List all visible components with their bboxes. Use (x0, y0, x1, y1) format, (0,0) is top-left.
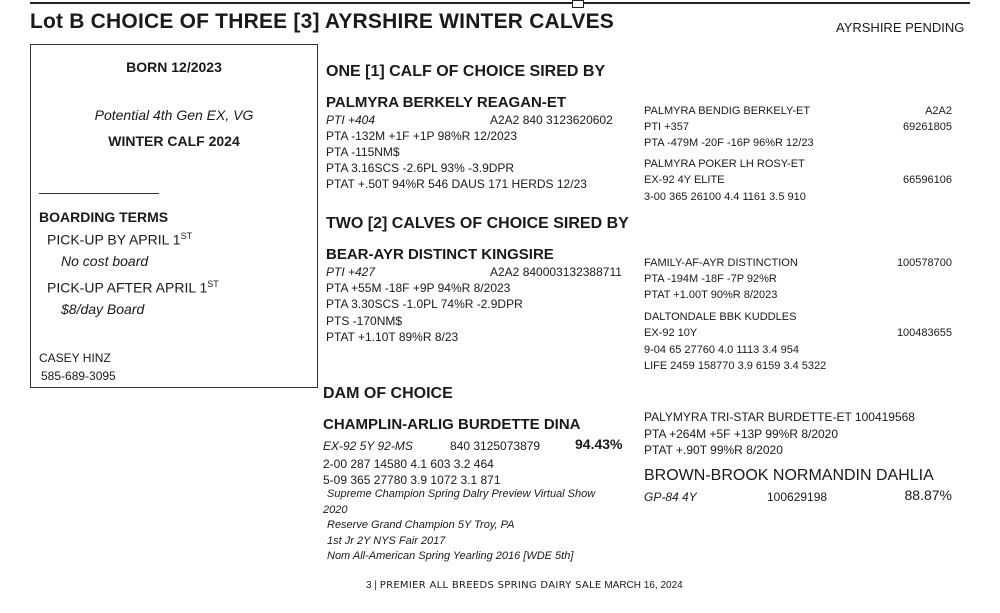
pickup-before-text: PICK-UP BY APRIL 1 (47, 231, 181, 248)
dam-class: EX-92 5Y 92-MS (323, 439, 413, 453)
paternal-sire-pta: PTA -479M -20F -16P 96%R 12/23 (644, 137, 814, 149)
sire-one-stat: PTA -132M +1F +1P 98%R 12/2023 (326, 129, 518, 143)
paternal-dam-class: EX-92 4Y ELITE (644, 174, 725, 186)
paternal-sire-name: PALMYRA BENDIG BERKELY-ET (644, 105, 811, 117)
top-rule-marker (572, 0, 584, 8)
sire-one-stat: PTAT +.50T 94%R 546 DAUS 171 HERDS 12/23 (326, 177, 587, 191)
dam-award: Reserve Grand Champion 5Y Troy, PA (327, 519, 515, 531)
dam-percent: 94.43% (575, 436, 623, 452)
granddam-reg: 100629198 (767, 490, 828, 504)
granddam-name: BROWN-BROOK NORMANDIN DAHLIA (644, 467, 934, 484)
paternal-dam-reg: 66596106 (903, 174, 952, 186)
sire-one-stat: PTA -115NM$ (326, 145, 400, 159)
paternal-dam-record: 3-00 365 26100 4.4 1161 3.5 910 (644, 191, 806, 203)
paternal-sire-name: FAMILY-AF-AYR DISTINCTION (644, 257, 798, 269)
class-label: WINTER CALF 2024 (108, 133, 240, 149)
pickup-after-text: PICK-UP AFTER APRIL 1 (47, 279, 208, 296)
dam-record: 2-00 287 14580 4.1 603 3.2 464 (323, 457, 494, 471)
page-footer (366, 580, 683, 591)
dam-sire-ptat: PTAT +.90T 99%R 8/2020 (644, 443, 783, 457)
section-one-heading: ONE [1] CALF OF CHOICE SIRED BY (326, 63, 606, 80)
paternal-dam-class: EX-92 10Y (644, 327, 698, 339)
sale-name: PREMIER ALL BREEDS SPRING DAIRY SALE (379, 580, 602, 591)
lot-info-box (30, 44, 318, 388)
sire-two-reg: A2A2 840003132388711 (490, 265, 622, 279)
contact-phone: 585-689-3095 (41, 369, 116, 383)
section-two-heading: TWO [2] CALVES OF CHOICE SIRED BY (326, 215, 629, 232)
dam-award: Supreme Champion Spring Dalry Preview Virtual Show (327, 488, 596, 500)
sire-two-pti: PTI +427 (326, 265, 376, 279)
dam-award: 2020 (323, 504, 348, 516)
no-cost-board: No cost board (61, 253, 149, 269)
paternal-sire-reg: 69261805 (903, 121, 952, 133)
boarding-terms-heading: BOARDING TERMS (39, 209, 169, 225)
dam-reg: 840 3125073879 (450, 439, 541, 453)
lot-title: Lot B CHOICE OF THREE [3] AYRSHIRE WINTER CALVES (30, 10, 615, 33)
ordinal-suffix: ST (180, 231, 193, 241)
birth-date: BORN 12/2023 (126, 59, 222, 75)
sire-one-pti: PTI +404 (326, 113, 376, 127)
sire-two-name: BEAR-AYR DISTINCT KINGSIRE (326, 246, 554, 263)
sale-date: MARCH 16, 2024 (604, 580, 683, 591)
paternal-sire-pta: PTA -194M -18F -7P 92%R (644, 273, 777, 285)
paternal-dam-lifetime: LIFE 2459 158770 3.9 6159 3.4 5322 (644, 360, 827, 372)
dam-record: 5-09 365 27780 3.9 1072 3.1 871 (323, 473, 501, 487)
sire-two-stat: PTA 3.30SCS -1.0PL 74%R -2.9DPR (326, 297, 523, 311)
paternal-dam-name: DALTONDALE BBK KUDDLES (644, 311, 797, 323)
dam-sire-name: PALYMYRA TRI-STAR BURDETTE-ET 100419568 (644, 410, 915, 424)
dam-name: CHAMPLIN-ARLIG BURDETTE DINA (323, 416, 581, 433)
registration-pending-note: AYRSHIRE PENDING (836, 20, 965, 35)
paternal-sire-reg: 100578700 (896, 257, 952, 269)
dam-sire-pta: PTA +264M +5F +13P 99%R 8/2020 (644, 427, 839, 441)
sire-one-name: PALMYRA BERKELY REAGAN-ET (326, 94, 567, 111)
pickup-after-term (47, 279, 219, 296)
paternal-dam-record: 9-04 65 27760 4.0 1113 3.4 954 (644, 344, 799, 356)
footer-separator: | (374, 580, 377, 591)
sire-two-stat: PTAT +1.10T 89%R 8/23 (326, 330, 459, 344)
paternal-sire-tag: A2A2 (925, 105, 952, 117)
granddam-class: GP-84 4Y (644, 490, 697, 504)
pickup-before-term (47, 231, 192, 248)
top-rule (30, 2, 970, 4)
board-cost: $8/day Board (61, 301, 145, 317)
paternal-dam-reg: 100483655 (896, 327, 952, 339)
granddam-percent: 88.87% (904, 487, 952, 503)
sire-two-stat: PTS -170NM$ (326, 314, 403, 328)
paternal-sire-pti: PTI +357 (644, 121, 689, 133)
paternal-sire-ptat: PTAT +1.00T 90%R 8/2023 (644, 289, 778, 301)
dam-award: Nom All-American Spring Yearling 2016 [WDE 5th] (327, 550, 574, 562)
contact-name: CASEY HINZ (39, 351, 111, 365)
sire-one-stat: PTA 3.16SCS -2.6PL 93% -3.9DPR (326, 161, 515, 175)
sire-one-reg: A2A2 840 3123620602 (490, 113, 613, 127)
potential-generation: Potential 4th Gen EX, VG (94, 107, 254, 123)
paternal-dam-name: PALMYRA POKER LH ROSY-ET (644, 158, 805, 170)
divider (39, 193, 159, 194)
dam-section-heading: DAM OF CHOICE (323, 385, 453, 402)
dam-award: 1st Jr 2Y NYS Fair 2017 (327, 535, 446, 547)
page-number: 3 (366, 580, 372, 591)
sire-two-stat: PTA +55M -18F +9P 94%R 8/2023 (326, 281, 511, 295)
ordinal-suffix: ST (207, 279, 219, 289)
